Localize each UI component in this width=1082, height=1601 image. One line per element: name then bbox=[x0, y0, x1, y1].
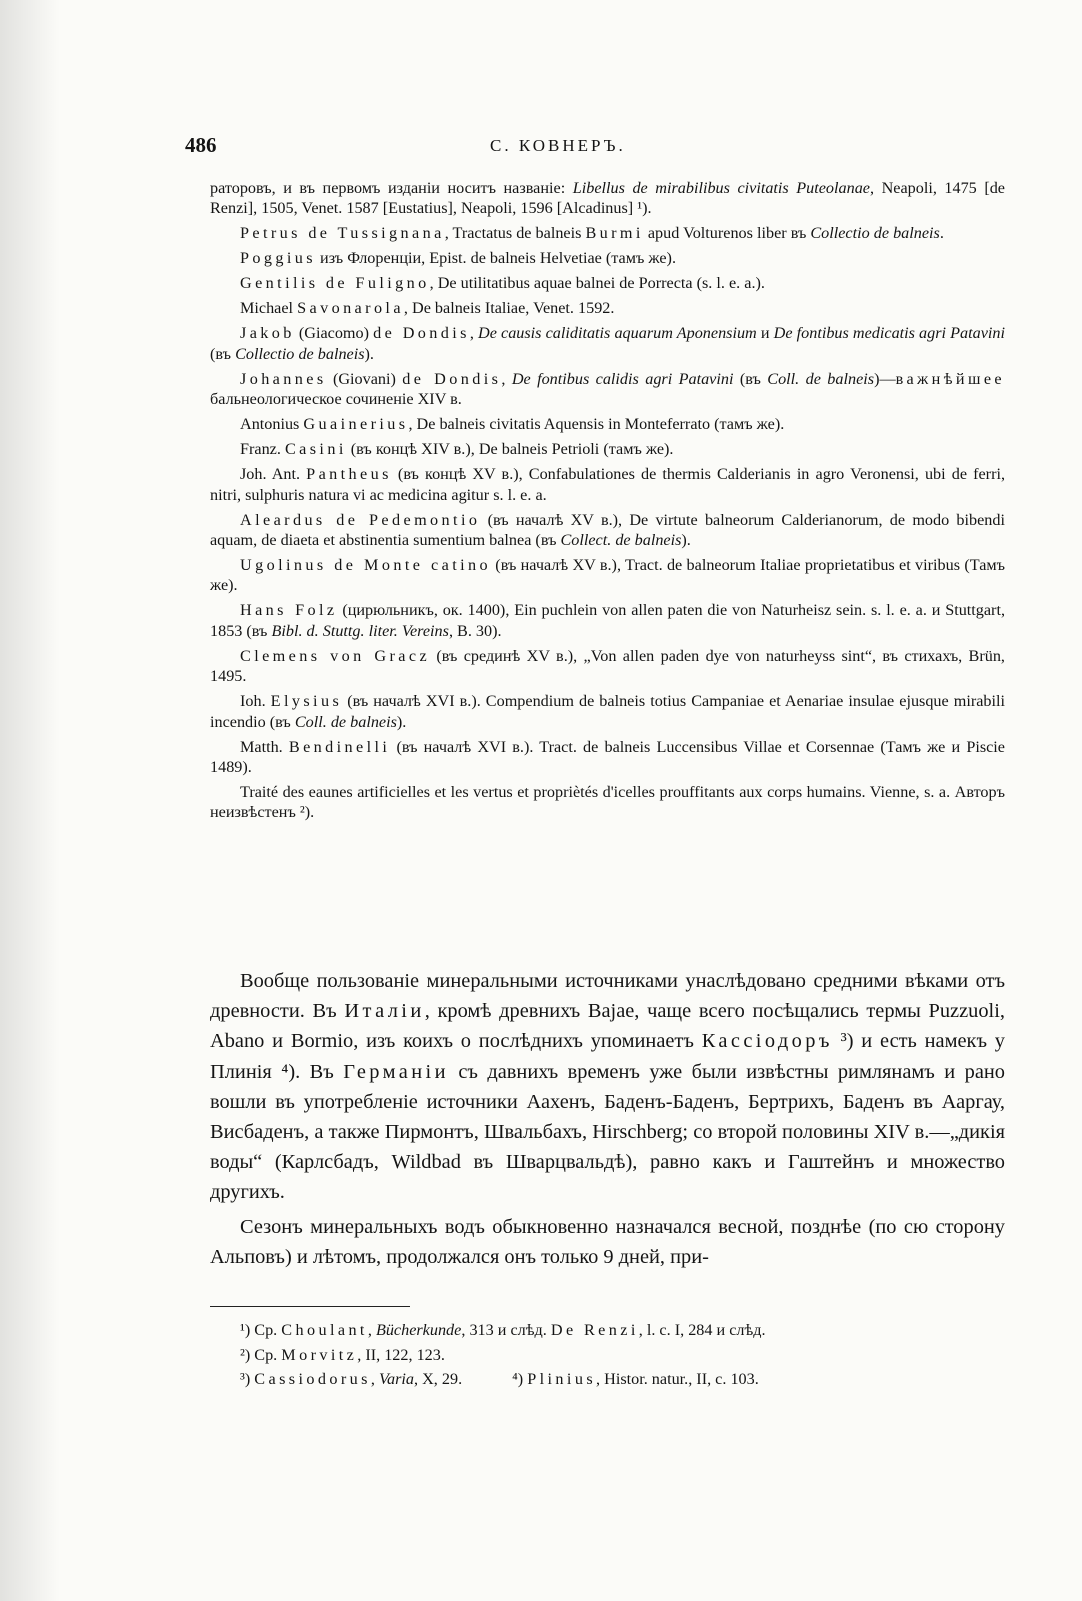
reference-entry: Poggius изъ Флоренціи, Epist. de balneis Helvetiae (тамъ же). bbox=[240, 249, 676, 268]
footnotes bbox=[240, 1318, 1005, 1392]
footnote: ²) Ср. Morvitz, II, 122, 123. bbox=[240, 1345, 445, 1364]
reference-entry: Clemens von Gracz (въ срединѣ XV в.), „Von allen paden dye von naturheyss sint“, въ стихахъ, Brün, 1495. bbox=[210, 646, 1005, 686]
footnote: ¹) Ср. Choulant, Bücherkunde, 313 и слѣд. De Renzi, l. c. I, 284 и слѣд. bbox=[240, 1321, 766, 1339]
running-head bbox=[185, 133, 1005, 157]
reference-entry: Aleardus de Pedemontio (въ началѣ XV в.), De virtute balneorum Calderianorum, de modo bibendi aquam, de diaeta et abstinentia sumentium balnea (въ Collect. de balneis). bbox=[210, 510, 1005, 550]
reference-entry: Antonius Guainerius, De balneis civitatis Aquensis in Monteferrato (тамъ же). bbox=[240, 415, 785, 434]
footnote: ³) Cassiodorus, Varia, X, 29. ⁴) Plinius, Histor. natur., II, c. 103. bbox=[240, 1370, 759, 1389]
reference-entry: Franz. Casini (въ концѣ XIV в.), De balneis Petrioli (тамъ же). bbox=[240, 440, 674, 459]
reference-list bbox=[210, 178, 1005, 827]
reference-entry: Traité des eaunes artificielles et les vertus et propriètés d'icelles prouffitants aux corps humains. Vienne, s. a. Авторъ неизвѣстенъ ²). bbox=[210, 783, 1005, 822]
reference-entry: Matth. Bendinelli (въ началѣ XVI в.). Tract. de balneis Luccensibus Villae et Corsennae (Тамъ же и Piscie 1489). bbox=[210, 737, 1005, 777]
reference-entry: Jakob (Giacomo) de Dondis, De causis caliditatis aquarum Aponensium и De fontibus medicatis agri Patavini (въ Collectio de balneis). bbox=[210, 324, 1006, 363]
running-title: С. КОВНЕРЪ. bbox=[490, 136, 626, 155]
footnote-rule bbox=[210, 1306, 410, 1307]
reference-entry: Ioh. Elysius (въ началѣ XVI в.). Compendium de balneis totius Campaniae et Aenariae insulae ejusque mirabili incendio (въ Coll. de balneis). bbox=[210, 692, 1006, 731]
reference-entry: Hans Folz (цирюльникъ, ок. 1400), Ein puchlein von allen paten die von Naturheisz sein. s. l. e. a. и Stuttgart, 1853 (въ Bibl. d. Stuttg. liter. Vereins, B. 30). bbox=[210, 601, 1005, 640]
body-paragraph: Сезонъ минеральныхъ водъ обыкновенно назначался весной, позднѣе (по сю сторону Альповъ) и лѣтомъ, продолжался онъ только 9 дней, при- bbox=[210, 1215, 1005, 1268]
page-number: 486 bbox=[185, 133, 217, 157]
reference-entry: Johannes (Giovani) de Dondis, De fontibus calidis agri Patavini (въ Coll. de balneis)—важнѣйшее бальнеологическое сочиненіе XIV в. bbox=[210, 369, 1005, 409]
reference-entry: Ugolinus de Monte catino (въ началѣ XV в.), Tract. de balneorum Italiae proprietatibus et viribus (Тамъ же). bbox=[210, 556, 1005, 595]
reference-entry: Gentilis de Fuligno, De utilitatibus aquae balnei de Porrecta (s. l. e. a.). bbox=[240, 274, 765, 293]
reference-entry: раторовъ, и въ первомъ изданіи носитъ названіе: Libellus de mirabilibus civitatis Puteolanae, Neapoli, 1475 [de Renzi], 1505, Venet. 1587 [Eustatius], Neapoli, 1596 [Alcadinus] ¹). bbox=[210, 179, 1005, 218]
reference-entry: Joh. Ant. Pantheus (въ концѣ XV в.), Confabulationes de thermis Calderianis in agro Veronensi, ubi de ferri, nitri, sulphuris natura vi ac medicina agitur s. l. e. a. bbox=[210, 465, 1006, 504]
reference-entry: Petrus de Tussignana, Tractatus de balneis Burmi apud Volturenos liber въ Collectio de balneis. bbox=[240, 224, 944, 243]
body-text bbox=[210, 966, 1005, 1276]
body-paragraph: Вообще пользованіе минеральными источниками унаслѣдовано средними вѣками отъ древности. Въ Италіи, кромѣ древнихъ Bajae, чаще всего посѣщались термы Puzzuoli, Abano и Bormio, изъ коихъ о послѣднихъ упоминаетъ Кассіодоръ ³) и есть намекъ у Плинія ⁴). Въ Германіи съ давнихъ временъ уже были извѣстны римлянамъ и рано вошли въ употребленіе источники Аахенъ, Баденъ-Баденъ, Бертрихъ, Баденъ въ Ааргау, Висбаденъ, а также Пирмонтъ, Швальбахъ, Hirschberg; со второй половины XIV в.—„дикія воды“ (Карлсбадъ, Wildbad въ Шварцвальдѣ), равно какъ и Гаштейнъ и множество другихъ. bbox=[210, 970, 1006, 1204]
reference-entry: Michael Savonarola, De balneis Italiae, Venet. 1592. bbox=[240, 299, 615, 318]
